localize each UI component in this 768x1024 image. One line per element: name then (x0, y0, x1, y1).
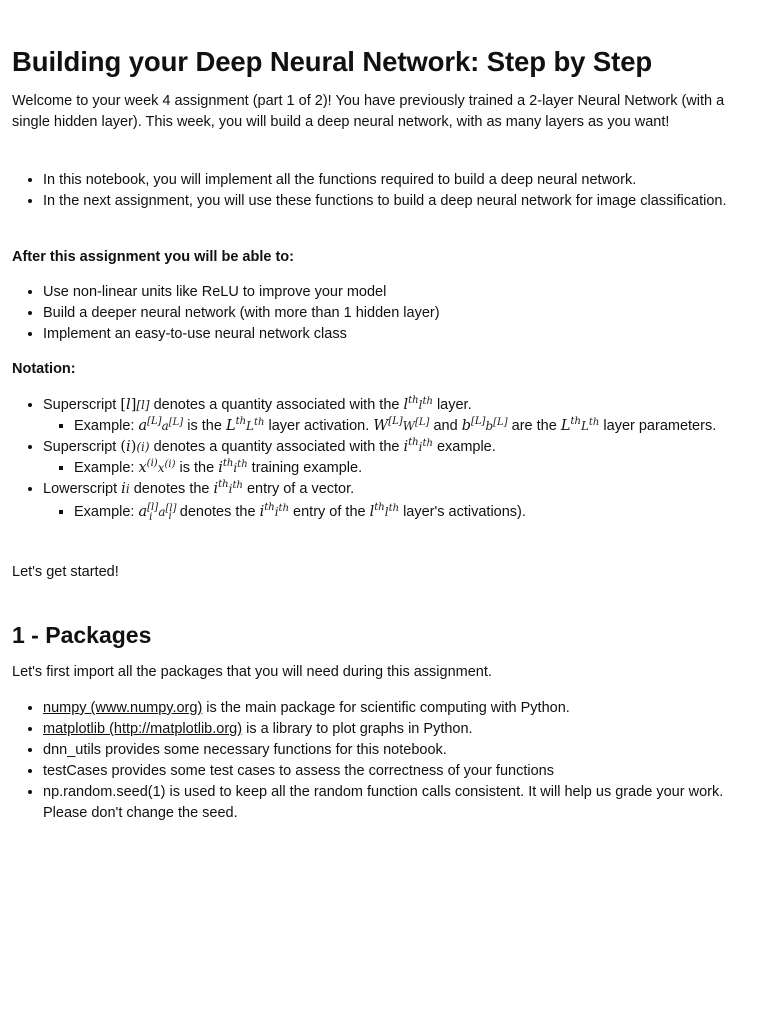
notation-sublist (43, 416, 746, 437)
started-text: Let's get started! (12, 564, 119, 580)
list-item: • numpy (www.numpy.org) is the main package for scientific computing with Python. (43, 698, 746, 719)
list-item: • Use non-linear units like ReLU to improve your model (43, 282, 746, 303)
after-heading: After this assignment you will be able to: (12, 249, 294, 265)
notation-list (12, 395, 746, 523)
math-i-low: i (121, 481, 126, 497)
list-item: • testCases provides some test cases to assess the correctness of your functions (43, 761, 746, 782)
list-item: • Superscript (i)(i) denotes a quantity associated with the $i^{th}i^{th}$ example. ▪ Example: $x^{(i)}x^{(i)}$ is the $i^{th}i^{th}$ training example. (43, 437, 746, 479)
intro-list-section (12, 170, 746, 212)
numpy-link[interactable]: numpy (www.numpy.org) (43, 700, 203, 716)
list-item: ▪ Example: $a[l]_i$ $a[l]_i$ denotes the $i^{th}i^{th}$ entry of the $l^{th}l^{th}$ layer's activations). (74, 502, 746, 523)
list-item: • In the next assignment, you will use these functions to build a deep neural network for image classification. (43, 191, 746, 212)
list-item: ▪ Example: $x^{(i)}x^{(i)}$ is the $i^{th}i^{th}$ training example. (74, 458, 746, 479)
list-item: • matplotlib (http://matplotlib.org) is a library to plot graphs in Python. (43, 719, 746, 740)
math-l-alt: [l] (136, 398, 150, 412)
packages-list (12, 698, 746, 824)
notation-sublist (43, 502, 746, 523)
intro-list (12, 170, 746, 212)
packages-heading: 1 - Packages (12, 622, 152, 648)
math-ail: $a[l]_i$ (138, 502, 159, 523)
math-l: [l] (120, 397, 137, 413)
packages-intro-section (12, 662, 746, 683)
matplotlib-link[interactable]: matplotlib (http://matplotlib.org) (43, 721, 243, 737)
page-title: Building your Deep Neural Network: Step by Step (12, 46, 653, 77)
list-item: • Implement an easy-to-use neural network class (43, 324, 746, 345)
list-item: • Superscript [l][l] denotes a quantity associated with the $l^{th}l^{th}$ layer. ▪ Example: a[L]a[L] is the LthLth layer activation. W[L]W[L] and b[L]b[L] are the LthLth layer parameters. (43, 395, 746, 437)
after-section (12, 247, 746, 268)
math-bL: b[L] (461, 416, 486, 434)
started-section (12, 562, 746, 583)
packages-list-section (12, 698, 746, 824)
math-lth: $l^{th}$ (403, 395, 419, 413)
notation-section (12, 359, 746, 380)
after-list-section (12, 282, 746, 345)
list-item: • dnn_utils provides some necessary functions for this notebook. (43, 740, 746, 761)
math-i: (i) (120, 439, 137, 455)
list-item: • Lowerscript ii denotes the $i^{th}i^{th}$ entry of a vector. ▪ Example: $a[l]_i$ $a[l]_i$ denotes the $i^{th}i^{th}$ entry of the $l^{th}l^{th}$ layer's activations). (43, 479, 746, 523)
notation-sublist (43, 458, 746, 479)
notation-list-section (12, 395, 746, 523)
list-item: • np.random.seed(1) is used to keep all the random function calls consistent. It will help us grade your work. Please don't change the seed. (43, 782, 746, 824)
list-item: • In this notebook, you will implement all the functions required to build a deep neural network. (43, 170, 746, 191)
intro-paragraph: Welcome to your week 4 assignment (part 1 of 2)! You have previously trained a 2-layer Neural Network (with a single hidden layer). This week, you will build a deep neural network, with as many layers as you want! (12, 93, 725, 130)
list-item: • Build a deeper neural network (with more than 1 hidden layer) (43, 303, 746, 324)
math-aL: a[L] (138, 416, 162, 434)
notation-heading: Notation: (12, 361, 76, 377)
math-WL: W[L] (373, 416, 403, 434)
list-item: ▪ Example: a[L]a[L] is the LthLth layer activation. W[L]W[L] and b[L]b[L] are the LthLth layer parameters. (74, 416, 746, 437)
intro-section (12, 91, 746, 133)
after-list (12, 282, 746, 345)
packages-intro: Let's first import all the packages that you will need during this assignment. (12, 664, 492, 680)
math-xi: $x^{(i)}$ (138, 458, 158, 476)
